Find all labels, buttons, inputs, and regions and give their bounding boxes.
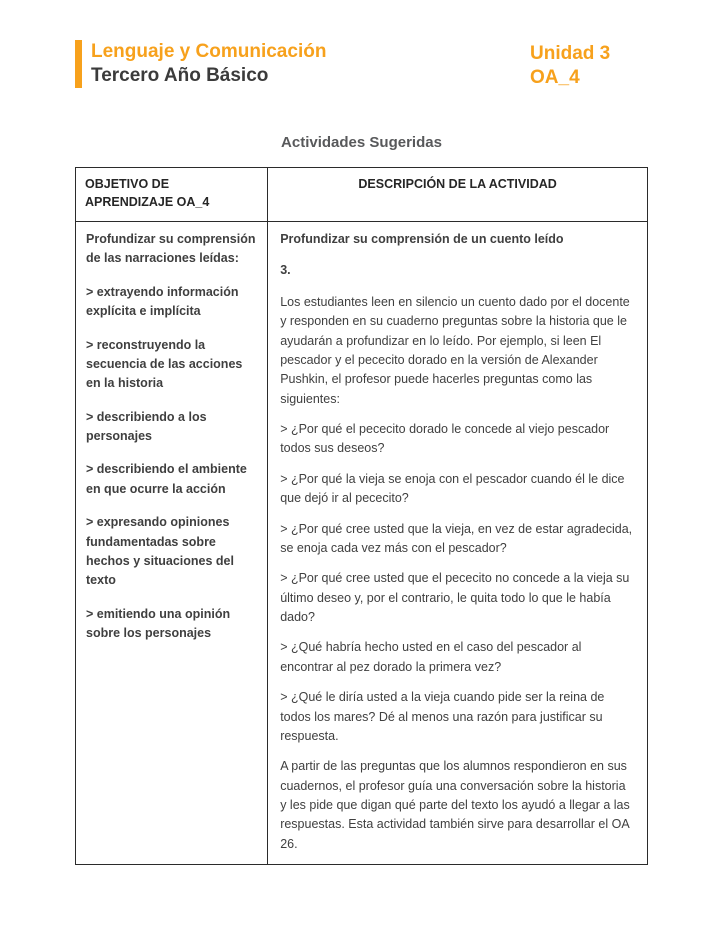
subject-title: Lenguaje y Comunicación: [91, 41, 327, 62]
activity-question: > ¿Qué habría hecho usted en el caso del pescador al encontrar al pez dorado la primera vez?: [280, 640, 582, 674]
header-left: [75, 40, 326, 88]
oa-code-label: OA_4: [530, 66, 580, 88]
table-header-row: [76, 167, 648, 222]
description-column-header: DESCRIPCIÓN DE LA ACTIVIDAD: [268, 167, 648, 222]
activity-question: > ¿Por qué cree usted que el pececito no concede a la vieja su último deseo y, por el contrario, le quita todo lo que le había dado?: [280, 571, 630, 624]
document-header: [75, 40, 648, 90]
activities-table: [75, 167, 648, 866]
table-body-row: [76, 222, 648, 865]
accent-bar: [75, 40, 82, 88]
header-titles: [91, 40, 326, 88]
objective-bullet: > reconstruyendo la secuencia de las acciones en la historia: [86, 337, 243, 391]
header-right: [530, 40, 648, 90]
objective-bullet: > emitiendo una opinión sobre los personajes: [86, 606, 231, 640]
activity-question: > ¿Qué le diría usted a la vieja cuando pide ser la reina de todos los mares? Dé al menos una razón para justificar su respuesta.: [280, 690, 605, 743]
activity-closing: A partir de las preguntas que los alumnos respondieron en sus cuadernos, el profesor guía una conversación sobre la historia y les pide que digan qué parte del texto los ayudó a llegar a las respuestas. Esta actividad también sirve para desarrollar el OA 26.: [280, 759, 630, 851]
activity-intro: Los estudiantes leen en silencio un cuento dado por el docente y responden en su cuaderno preguntas sobre la historia que le ayudarán a profundizar en lo leído. Por ejemplo, si leen El pescador y el pececito dorado en la versión de Alexander Pushkin, el profesor puede hacerles preguntas como las siguientes:: [280, 294, 630, 406]
objective-bullet: > extrayendo información explícita e implícita: [86, 284, 239, 319]
activity-cell: [268, 222, 648, 865]
activity-title: Profundizar su comprensión de un cuento leído: [280, 232, 564, 246]
objective-bullet: > describiendo el ambiente en que ocurre la acción: [86, 462, 247, 496]
objective-cell: [76, 222, 268, 865]
objective-bullet: > expresando opiniones fundamentadas sobre hechos y situaciones del texto: [86, 515, 234, 588]
unit-label: Unidad 3: [530, 43, 611, 64]
grade-title: Tercero Año Básico: [91, 64, 269, 86]
activity-question: > ¿Por qué cree usted que la vieja, en vez de estar agradecida, se enoja cada vez más con el pescador?: [280, 521, 633, 555]
activity-question: > ¿Por qué la vieja se enoja con el pescador cuando él le dice que dejó ir al pececito?: [280, 471, 625, 506]
objective-bullet: > describiendo a los personajes: [86, 409, 207, 443]
page-title: Actividades Sugeridas: [281, 133, 442, 151]
activity-question: > ¿Por qué el pececito dorado le concede al viejo pescador todos sus deseos?: [280, 422, 610, 456]
objective-column-header: OBJETIVO DE APRENDIZAJE OA_4: [76, 167, 268, 222]
activity-number: 3.: [280, 263, 291, 278]
objective-intro: Profundizar su comprensión de las narraciones leídas:: [86, 232, 256, 266]
